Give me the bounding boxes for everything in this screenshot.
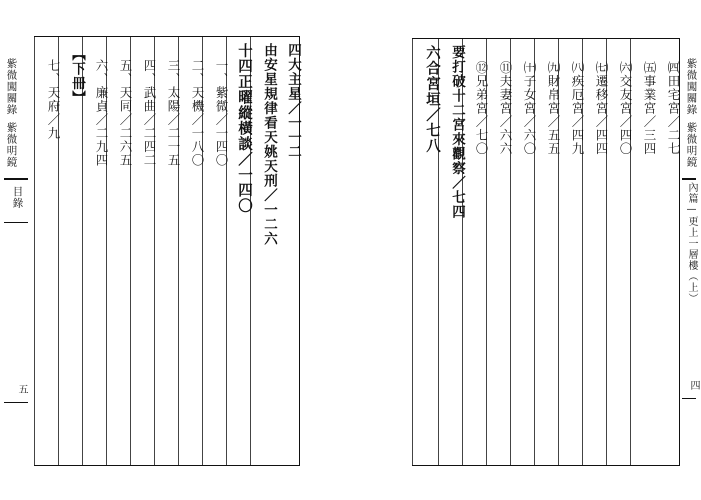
toc-entry: [412, 39, 439, 465]
toc-entry: [226, 37, 251, 465]
toc-entry-text: 七、天府／九: [46, 59, 61, 140]
toc-entry-text: 四大主星／一一二: [285, 43, 301, 159]
toc-entry-text: 一、紫微／一四〇: [214, 59, 229, 167]
toc-entry-text: ㈣田宅宮／二七: [666, 61, 681, 156]
toc-entry-text: ㈧疾厄宮／四九: [570, 61, 585, 156]
left-page: [0, 0, 345, 500]
toc-entry: [606, 39, 631, 465]
toc-entry-text: ㈦遷移宮／四四: [594, 61, 609, 156]
toc-entry: [106, 37, 131, 465]
toc-entry: [58, 37, 83, 465]
page-number-rule: [4, 402, 28, 403]
toc-entry-text: ㈥交友宮／四〇: [618, 61, 633, 156]
toc-entry: [486, 39, 511, 465]
page-number-rule: [682, 398, 696, 399]
book-subtitle: 紫微明鏡: [5, 122, 18, 168]
toc-entry: [154, 37, 179, 465]
toc-entry-text: 由安星規律看天姚天刑／一二六: [261, 43, 277, 246]
toc-entry: [438, 39, 463, 465]
toc-entry: [275, 37, 299, 465]
book-title: 紫微闖關錄: [5, 58, 18, 116]
toc-entry-text: ⑫兄弟宮／七〇: [474, 61, 489, 156]
toc-entry-text: 六、廉貞／二九四: [94, 59, 109, 167]
toc-entry: [250, 37, 275, 465]
toc-entry-text: 二、天機／一八〇: [190, 59, 205, 167]
toc-entry-text: ㈤事業宮／三四: [642, 61, 657, 156]
toc-entry: [34, 37, 59, 465]
book-subtitle: 紫微明鏡: [685, 122, 698, 168]
toc-entry: [462, 39, 487, 465]
toc-entry-text: 五、天同／二六五: [118, 59, 133, 167]
toc-frame: [34, 36, 300, 466]
toc-entry-text: ⑪夫妻宮／六六: [498, 61, 513, 156]
side-rule-bottom: [4, 222, 28, 223]
toc-entry-text: ㈨財帛宮／五五: [546, 61, 561, 156]
toc-entry: [534, 39, 559, 465]
toc-entry-text: ㈩子女宮／六〇: [522, 61, 537, 156]
toc-entry: [655, 39, 679, 465]
toc-entry-text: 三、太陽／二一五: [166, 59, 181, 167]
section-label: 目錄: [11, 186, 24, 209]
toc-frame: [412, 38, 680, 466]
toc-volume-label: 【下冊】: [69, 47, 85, 105]
toc-entry: [82, 37, 107, 465]
toc-entry: [130, 37, 155, 465]
toc-entry: [178, 37, 203, 465]
side-rule-top: [682, 178, 696, 180]
toc-entry-text: 四、武曲／二四二: [142, 59, 157, 167]
section-label: 內篇—更上一層樓（上）: [686, 182, 697, 304]
book-title: 紫微闖關錄: [685, 58, 698, 116]
page-number: 四: [688, 380, 699, 390]
toc-entry-text: 要打破十二宮來觀察／七四: [449, 45, 465, 219]
side-rule-top: [4, 178, 28, 180]
toc-entry: [582, 39, 607, 465]
toc-entry-text: 十四正曜縱橫談／一四〇: [236, 43, 253, 214]
toc-entry: [630, 39, 655, 465]
book-gutter: [345, 0, 360, 500]
page-number: 五: [16, 384, 27, 394]
toc-entry: [510, 39, 535, 465]
toc-entry: [202, 37, 227, 465]
toc-entry: [558, 39, 583, 465]
toc-entry-text: 六合宮垣／七八: [424, 45, 441, 154]
right-page: [360, 0, 699, 500]
